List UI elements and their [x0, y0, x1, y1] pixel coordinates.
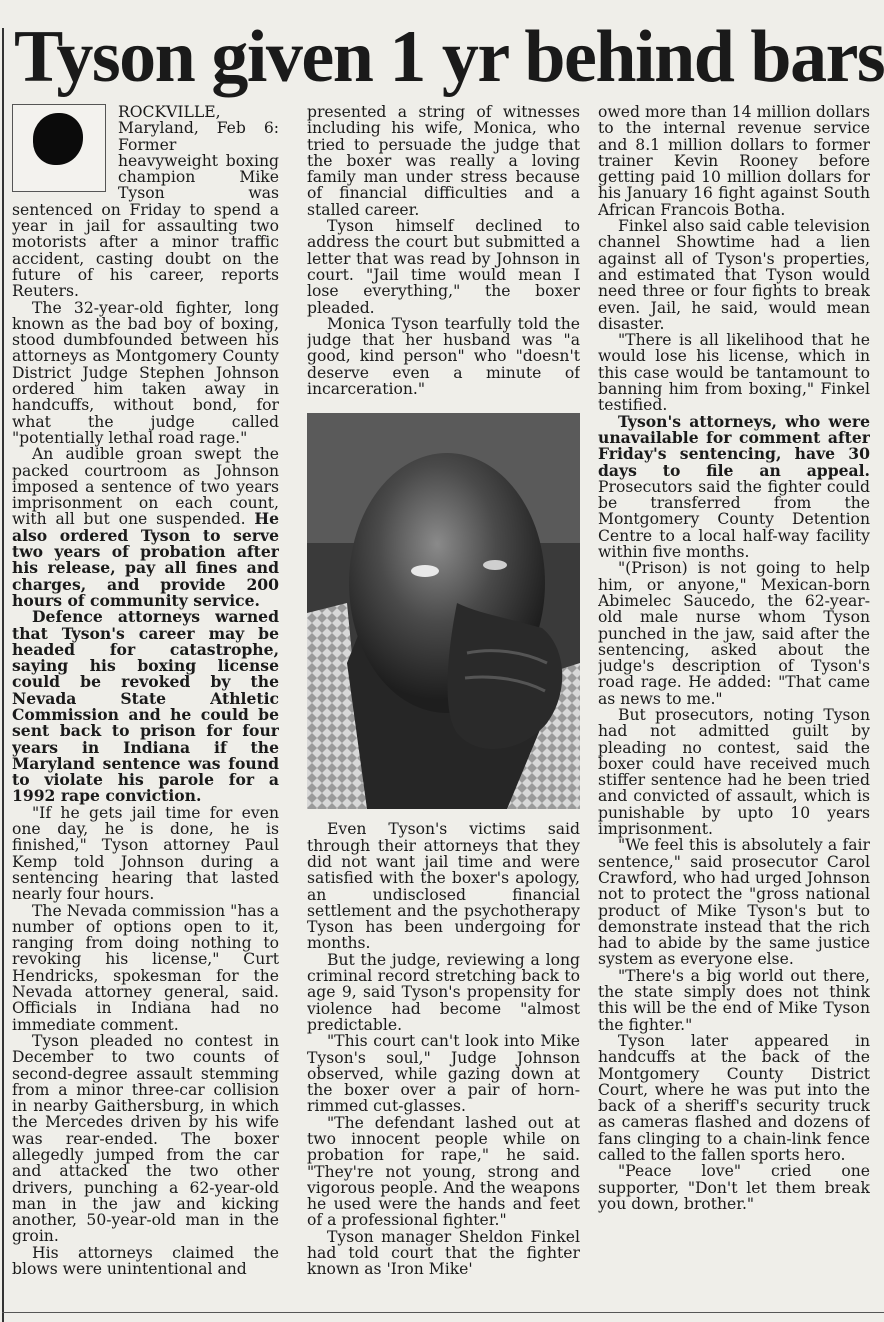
article-column-2 [307, 104, 580, 1310]
article-paragraph: Tyson manager Sheldon Finkel had told court that the fighter known as 'Iron Mike' [307, 1227, 580, 1279]
article-paragraph: "There's a big world out there, the state simply does not think this will be the end of Mike Tyson the fighter." [598, 966, 870, 1034]
article-paragraph: An audible groan swept the packed courtroom as Johnson imposed a sentence of two years imprisonment on each count, with all but one suspended. He also ordered Tyson to serve two years of probation after his release, pay all fines and charges, and provide 200 hours of community service. [12, 445, 279, 610]
article-paragraph: Tyson's attorneys, who were unavailable for comment after Friday's sentencing, have 30 days to file an appeal. Prosecutors said the fighter could be transferred from the Montgomery County Detention Centre to a local half-way facility within five months. [598, 411, 870, 562]
article-paragraph: presented a string of witnesses including his wife, Monica, who tried to persuade the judge that the boxer was really a loving family man under stress because of financial difficulties and a stalled career. [307, 104, 580, 219]
tyson-portrait-image [307, 413, 580, 809]
article-column-1 [12, 104, 279, 1310]
article-paragraph: "If he gets jail time for even one day, he is done, he is finished," Tyson attorney Paul Kemp told Johnson during a sentencing hearing that lasted nearly four hours. [12, 803, 279, 904]
logo-ink-mark [33, 113, 83, 165]
article-paragraph: Tyson pleaded no contest in December to two counts of second-degree assault stemming from a minor three-car collision in nearby Gaithersburg, in which the Mercedes driven by his wife was rear-ended. The boxer allegedly jumped from the car and attacked the two other drivers, punching a 62-year-old man in the jaw and kicking another, 50-year-old man in the groin. [12, 1031, 279, 1246]
article-lead-paragraph: ROCKVILLE, Maryland, Feb 6: Former heavyweight boxing champion Mike Tyson was sentenced on Friday to spend a year in jail for assaulting two motorists after a minor traffic accident, casting doubt on the future of his career, reports Reuters. [12, 104, 279, 301]
article-paragraph: But prosecutors, noting Tyson had not admitted guilt by pleading no contest, said the boxer could have received much stiffer sentence had he been tried and convicted of assault, which is punishable by upto 10 years imprisonment. [598, 705, 870, 839]
article-paragraph: The Nevada commission "has a number of options open to it, ranging from doing nothing to revoking his license," Curt Hendricks, spokesman for the Nevada attorney general, said. Officials in Indiana had no immediate comment. [12, 901, 279, 1034]
dateline: ROCKVILLE, Maryland, Feb 6: [118, 104, 279, 138]
article-paragraph: "We feel this is absolutely a fair sentence," said prosecutor Carol Crawford, who had urged Johnson not to protect the "gross national product of Mike Tyson's but to demonstrate instead that the rich had to abide by the same justice system as everyone else. [598, 836, 870, 969]
article-paragraph-bold: Defence attorneys warned that Tyson's career may be headed for catastrophe, saying his boxing license could be revoked by the Nevada State Athletic Commission and he could be sent back to prison for four years in Indiana if the Maryland sentence was found to violate his parole for a 1992 rape conviction. [12, 607, 279, 806]
article-paragraph: "(Prison) is not going to help him, or anyone," Mexican-born Abimelec Saucedo, the 62-year-old male nurse whom Tyson punched in the jaw, said after the sentencing, asked about the judge's description of Tyson's road rage. He added: "That came as news to me." [598, 559, 870, 708]
article-paragraph: Finkel also said cable television channel Showtime had a lien against all of Tyson's properties, and estimated that Tyson would need three or four fights to break even. Jail, he said, would mean disaster. [598, 217, 870, 333]
article-paragraph: Tyson later appeared in handcuffs at the back of the Montgomery County District Court, where he was put into the back of a sheriff's security truck as cameras flashed and dozens of fans clinging to a chain-link fence called to the fallen sports hero. [598, 1031, 870, 1164]
article-paragraph: Tyson himself declined to address the court but submitted a letter that was read by Johnson in court. "Jail time would mean I lose everything," the boxer pleaded. [307, 217, 580, 317]
article-paragraph: Monica Tyson tearfully told the judge that her husband was "a good, kind person" who "doesn't deserve even a minute of incarceration." [307, 314, 580, 399]
article-paragraph: "The defendant lashed out at two innocent people while on probation for rape," he said. "They're not young, strong and vigorous people. And the weapons he used were the hands and feet of a professional fighter." [307, 1113, 580, 1230]
article-paragraph: But the judge, reviewing a long criminal record stretching back to age 9, said Tyson's propensity for violence had become "almost predictable. [307, 950, 580, 1034]
article-paragraph: His attorneys claimed the blows were unintentional and [12, 1243, 279, 1279]
article-paragraph: "There is all likelihood that he would lose his license, which in this case would be tantamount to banning him from boxing," Finkel testified. [598, 331, 870, 415]
newspaper-logo [12, 104, 106, 192]
article-paragraph: "This court can't look into Mike Tyson's soul," Judge Johnson observed, while gazing down at the boxer over a pair of horn-rimmed cut-glasses. [307, 1032, 580, 1116]
article-paragraph: The 32-year-old fighter, long known as the bad boy of boxing, stood dumbfounded between his attorneys as Montgomery County District Judge Stephen Johnson ordered him taken away in handcuffs, without bond, for what the judge called "potentially lethal road rage." [12, 298, 279, 447]
article-paragraph: Even Tyson's victims said through their attorneys that they did not want jail time and were satisfied with the boxer's apology, an undisclosed financial settlement and the psychotherapy Tyson has been undergoing for months. [307, 820, 580, 953]
bottom-rule [2, 1312, 884, 1313]
eye-left [411, 565, 439, 577]
tyson-photo [307, 413, 580, 809]
article-paragraph: owed more than 14 million dollars to the internal revenue service and 8.1 million dollars to former trainer Kevin Rooney before getting paid 10 million dollars for his January 16 fight against South African Francois Botha. [598, 104, 870, 219]
article-paragraph: "Peace love" cried one supporter, "Don't let them break you down, brother." [598, 1162, 870, 1213]
headline: Tyson given 1 yr behind bars [14, 16, 884, 98]
column-rule [2, 28, 4, 1322]
eye-right [483, 560, 507, 570]
article-column-3 [598, 104, 870, 1310]
